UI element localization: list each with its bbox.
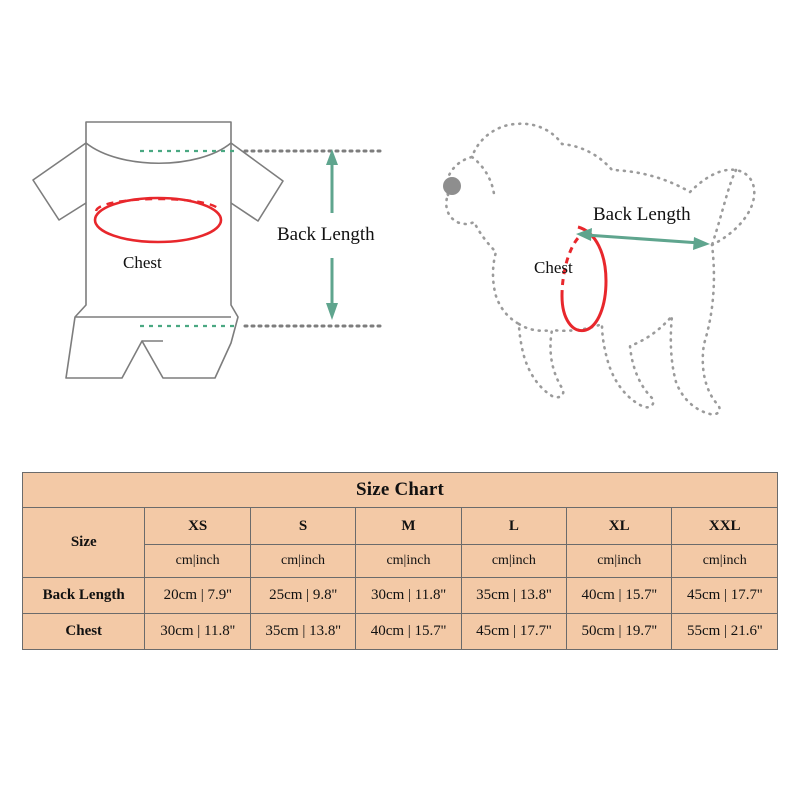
chest-xl: 50cm | 19.7'' [567, 614, 672, 650]
table-row-back-length [23, 578, 778, 614]
column-header-s: S [250, 508, 355, 545]
dog-back-length-label: Back Length [593, 204, 691, 225]
unit-cell-xxl: cm|inch [672, 545, 778, 578]
size-chart-table [22, 472, 778, 650]
unit-cell-xs: cm|inch [145, 545, 250, 578]
column-header-xl: XL [567, 508, 672, 545]
size-chart-title: Size Chart [23, 473, 778, 508]
back-length-xs: 20cm | 7.9'' [145, 578, 250, 614]
unit-cell-s: cm|inch [250, 545, 355, 578]
unit-cell-m: cm|inch [356, 545, 461, 578]
dog-outline [446, 124, 754, 415]
dog-chest-measure [562, 227, 606, 331]
chest-xxl: 55cm | 21.6'' [672, 614, 778, 650]
row-label-back-length: Back Length [23, 578, 145, 614]
column-header-xs: XS [145, 508, 250, 545]
column-header-m: M [356, 508, 461, 545]
back-length-l: 35cm | 13.8'' [461, 578, 566, 614]
row-label-chest: Chest [23, 614, 145, 650]
garment-back-length-label: Back Length [277, 224, 375, 245]
size-chart-table-wrapper [22, 472, 778, 650]
unit-cell-l: cm|inch [461, 545, 566, 578]
back-length-xxl: 45cm | 17.7'' [672, 578, 778, 614]
garment-chest-label: Chest [123, 253, 162, 272]
dog-chest-label: Chest [534, 258, 573, 277]
garment-chest-measure [95, 198, 221, 242]
dog-nose [443, 177, 461, 195]
table-row-chest [23, 614, 778, 650]
back-length-m: 30cm | 11.8'' [356, 578, 461, 614]
back-length-xl: 40cm | 15.7'' [567, 578, 672, 614]
chest-xs: 30cm | 11.8'' [145, 614, 250, 650]
chest-s: 35cm | 13.8'' [250, 614, 355, 650]
garment-outline [33, 122, 283, 378]
column-header-l: L [461, 508, 566, 545]
chest-l: 45cm | 17.7'' [461, 614, 566, 650]
column-header-xxl: XXL [672, 508, 778, 545]
size-chart-header-row [23, 508, 778, 545]
back-length-s: 25cm | 9.8'' [250, 578, 355, 614]
chest-m: 40cm | 15.7'' [356, 614, 461, 650]
unit-cell-xl: cm|inch [567, 545, 672, 578]
size-chart-row-header-label: Size [23, 508, 145, 578]
size-chart-title-row [23, 473, 778, 508]
